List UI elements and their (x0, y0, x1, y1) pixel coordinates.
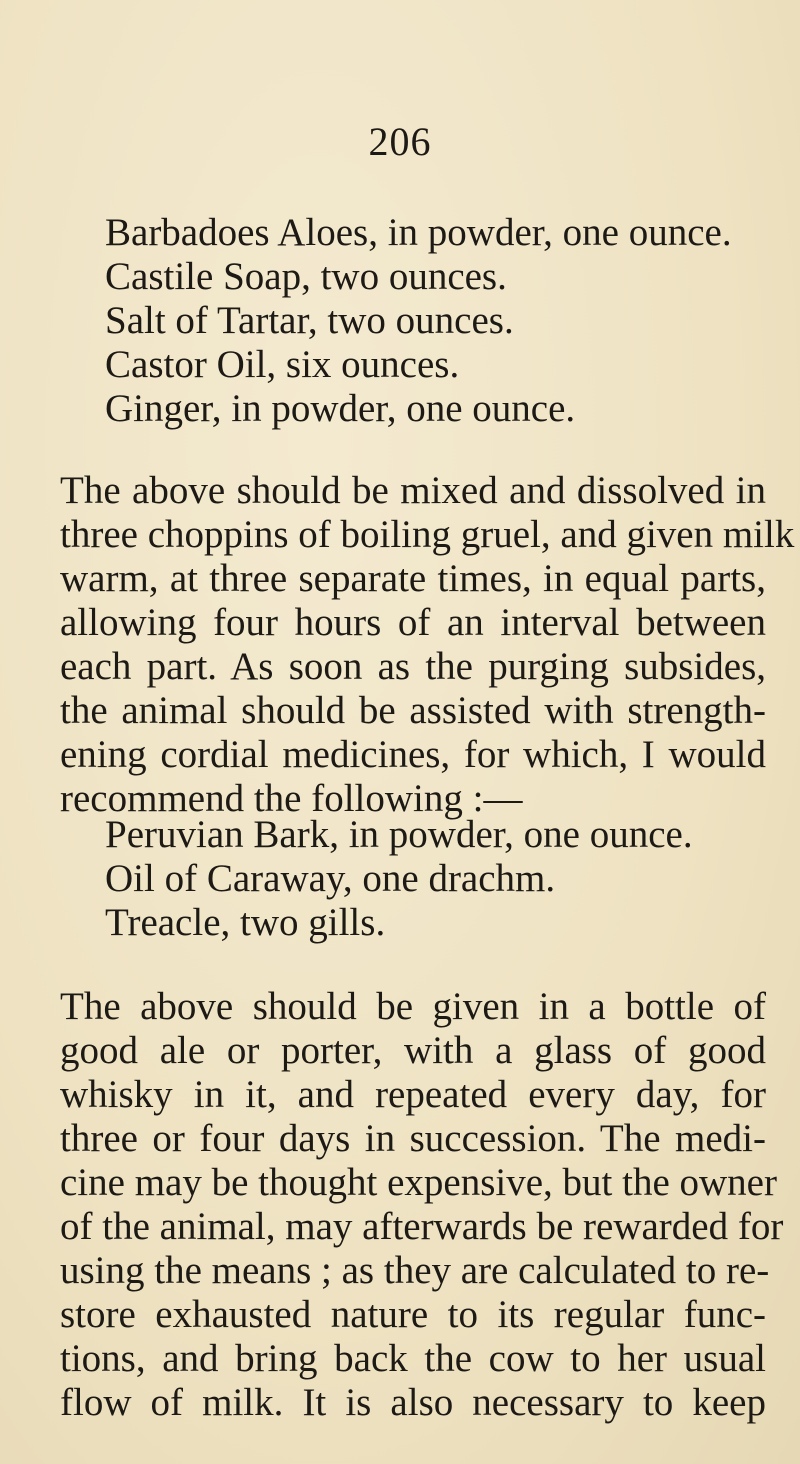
paragraph-2-line-9: tions, and bring back the cow to her usual (60, 1337, 766, 1380)
recipe-1-line-1: Barbadoes Aloes, in powder, one ounce. (105, 211, 732, 254)
recipe-1-line-2: Castile Soap, two ounces. (105, 255, 507, 298)
paragraph-2-line-2: good ale or porter, with a glass of good (60, 1029, 766, 1072)
paragraph-2-line-6: of the animal, may afterwards be rewarded for (60, 1205, 784, 1248)
paragraph-1-line-4: allowing four hours of an interval between (60, 601, 766, 644)
recipe-1-line-4: Castor Oil, six ounces. (105, 343, 460, 386)
recipe-1-line-3: Salt of Tartar, two ounces. (105, 299, 514, 342)
paragraph-1-line-3: warm, at three separate times, in equal parts, (60, 557, 766, 600)
recipe-2-line-2: Oil of Caraway, one drachm. (105, 857, 556, 900)
paragraph-2-line-3: whisky in it, and repeated every day, for (60, 1073, 766, 1116)
paragraph-2-line-4: three or four days in succession. The medi- (60, 1117, 766, 1160)
paragraph-1-line-5: each part. As soon as the purging subsides, (60, 645, 766, 688)
paragraph-2-line-8: store exhausted nature to its regular func- (60, 1293, 766, 1336)
page-number: 206 (368, 119, 432, 164)
paragraph-2-line-1: The above should be given in a bottle of (60, 985, 766, 1028)
paragraph-2-line-7: using the means ; as they are calculated to re- (60, 1249, 770, 1292)
recipe-2-line-1: Peruvian Bark, in powder, one ounce. (105, 813, 693, 856)
paragraph-1-line-7: ening cordial medicines, for which, I would (60, 733, 766, 776)
paragraph-1-line-6: the animal should be assisted with strength- (60, 689, 766, 732)
paragraph-1-line-8: recommend the following :— (60, 777, 523, 820)
paragraph-2-line-5: cine may be thought expensive, but the owner (60, 1161, 777, 1204)
paragraph-1-line-2: three choppins of boiling gruel, and given milk (60, 513, 795, 556)
paragraph-2-line-10: flow of milk. It is also necessary to keep (60, 1381, 766, 1424)
recipe-1-line-5: Ginger, in powder, one ounce. (105, 387, 576, 430)
recipe-2-line-3: Treacle, two gills. (105, 901, 386, 944)
paragraph-1-line-1: The above should be mixed and dissolved in (60, 469, 766, 512)
